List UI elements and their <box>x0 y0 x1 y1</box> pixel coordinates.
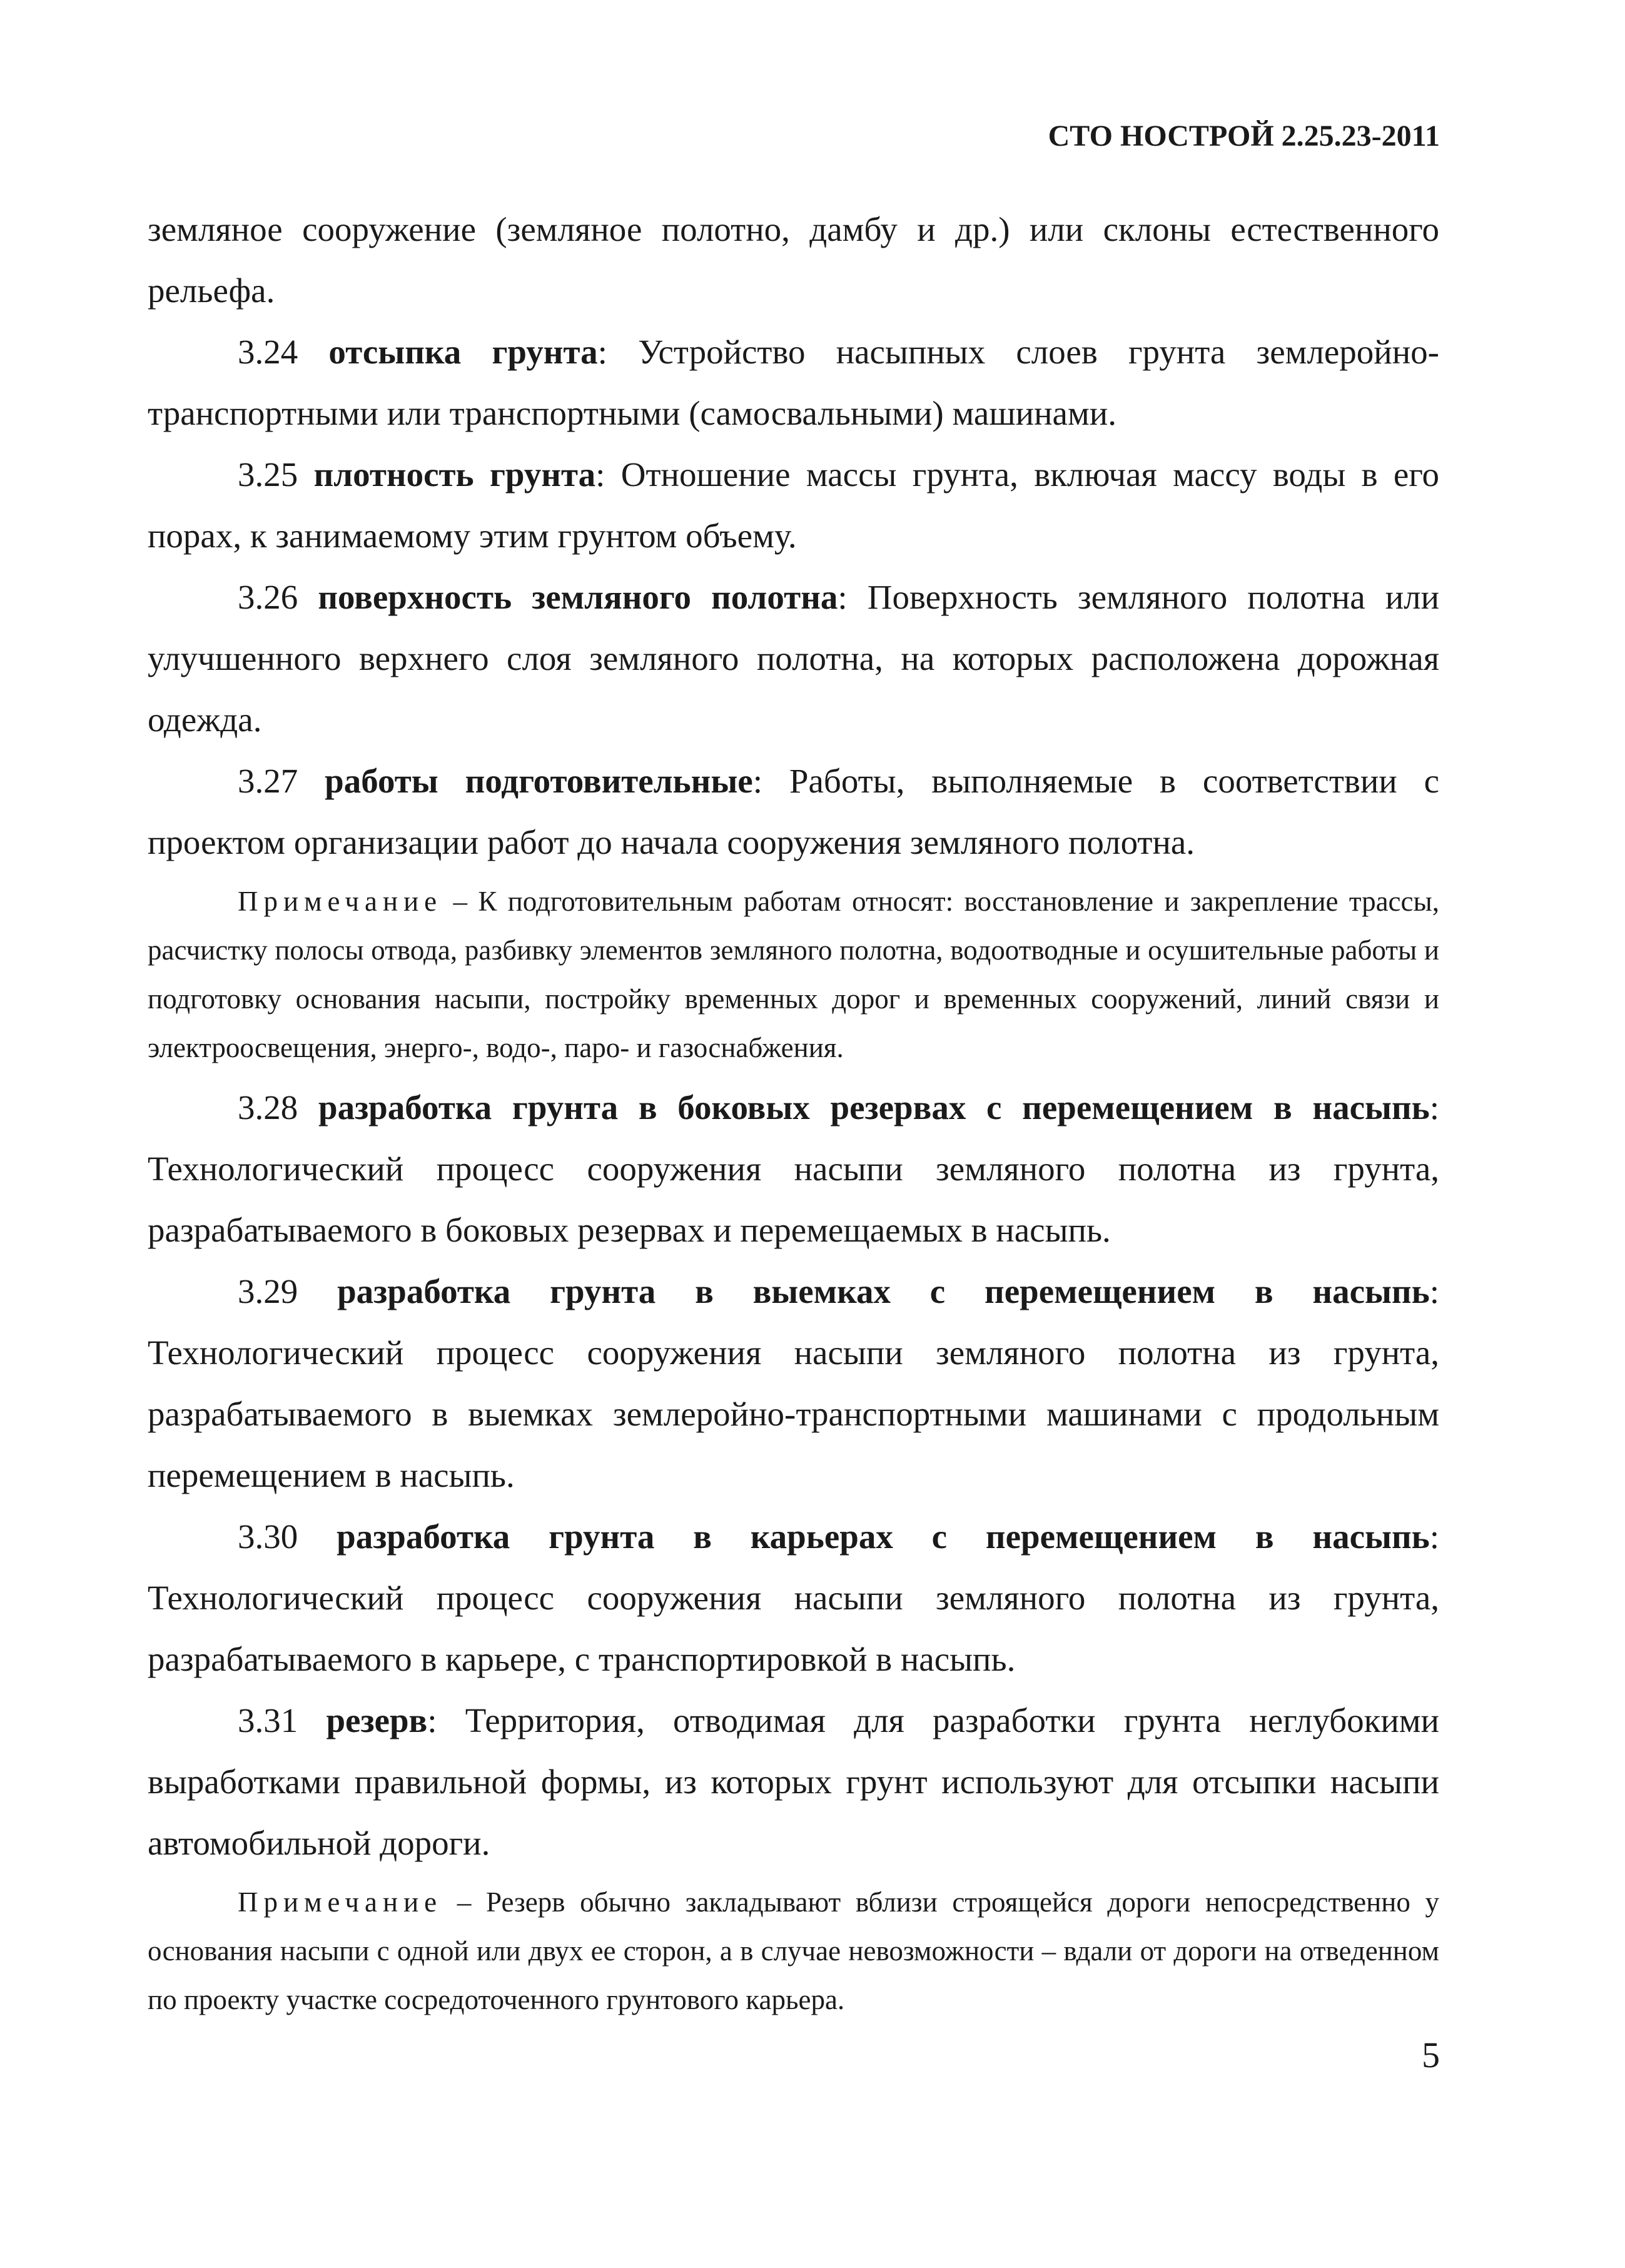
clause-number: 3.28 <box>238 1088 318 1126</box>
definition-text: : Работы, выполняемые в соответствии с проектом организации работ до начала сооружения земляного полотна. <box>148 762 1439 861</box>
clause-number: 3.27 <box>238 762 325 800</box>
note-label: Примечание <box>238 1886 443 1918</box>
note-text: – Резерв обычно закладывают вблизи строящейся дороги непосредственно у основания насыпи с одной или двух ее сторон, а в случае невозможности – вдали от дороги на отведенном по проекту участке сосредоточенного грунтового карьера. <box>148 1886 1439 2015</box>
term: разработка грунта в боковых резервах с перемещением в насыпь <box>318 1088 1430 1126</box>
definition-3-31 <box>148 1690 1439 1874</box>
clause-number: 3.24 <box>238 333 329 371</box>
term: поверхность земляного полотна <box>318 578 838 616</box>
definition-text: : Технологический процесс сооружения насыпи земляного полотна из грунта, разрабатываемого в выемках землеройно-транспортными машинами с продольным перемещением в насыпь. <box>148 1272 1439 1494</box>
clause-number: 3.31 <box>238 1701 327 1739</box>
definition-text: : Технологический процесс сооружения насыпи земляного полотна из грунта, разрабатываемого в боковых резервах и перемещаемых в насыпь. <box>148 1088 1440 1249</box>
term: работы подготовительные <box>325 762 753 800</box>
note-3-27 <box>148 877 1439 1072</box>
definition-3-26 <box>148 567 1439 751</box>
clause-number: 3.29 <box>238 1272 338 1310</box>
note-text: – К подготовительным работам относят: восстановление и закрепление трассы, расчистку полосы отвода, разбивку элементов земляного полотна, водоотводные и осушительные работы и подготовку основания насыпи, постройку временных дорог и временных сооружений, линий связи и электроосвещения, энерго-, водо-, паро- и газоснабжения. <box>148 886 1439 1063</box>
definition-text: : Территория, отводимая для разработки грунта неглубокими выработками правильной формы, из которых грунт используют для отсыпки насыпи автомобильной дороги. <box>148 1701 1439 1862</box>
term: разработка грунта в карьерах с перемещением в насыпь <box>337 1517 1430 1556</box>
definition-3-27 <box>148 751 1439 873</box>
definition-3-28 <box>148 1077 1439 1261</box>
definition-text: : Технологический процесс сооружения насыпи земляного полотна из грунта, разрабатываемого в карьере, с транспортировкой в насыпь. <box>148 1517 1440 1678</box>
term: резерв <box>326 1701 428 1739</box>
term: разработка грунта в выемках с перемещением в насыпь <box>337 1272 1430 1310</box>
definition-text: : Отношение массы грунта, включая массу воды в его порах, к занимаемому этим грунтом объему. <box>148 455 1440 555</box>
clause-number: 3.26 <box>238 578 318 616</box>
definition-text: : Поверхность земляного полотна или улучшенного верхнего слоя земляного полотна, на которых расположена дорожная одежда. <box>148 578 1440 739</box>
term: плотность грунта <box>313 455 596 494</box>
note-3-31 <box>148 1878 1439 2024</box>
definition-text: : Устройство насыпных слоев грунта землеройно-транспортными или транспортными (самосвальными) машинами. <box>148 333 1439 432</box>
term: отсыпка грунта <box>328 333 598 371</box>
page-number: 5 <box>1422 2035 1440 2075</box>
definition-3-24 <box>148 321 1439 444</box>
note-label: Примечание <box>238 886 443 917</box>
definition-3-29 <box>148 1261 1439 1506</box>
paragraph-continuation: земляное сооружение (земляное полотно, дамбу и др.) или склоны естественного рельефа. <box>148 210 1439 310</box>
definition-3-25 <box>148 444 1439 567</box>
document-body <box>148 199 1439 2029</box>
definition-3-30 <box>148 1506 1439 1690</box>
clause-number: 3.25 <box>238 455 314 494</box>
clause-number: 3.30 <box>238 1517 337 1556</box>
document-code-header: СТО НОСТРОЙ 2.25.23-2011 <box>1048 119 1440 153</box>
